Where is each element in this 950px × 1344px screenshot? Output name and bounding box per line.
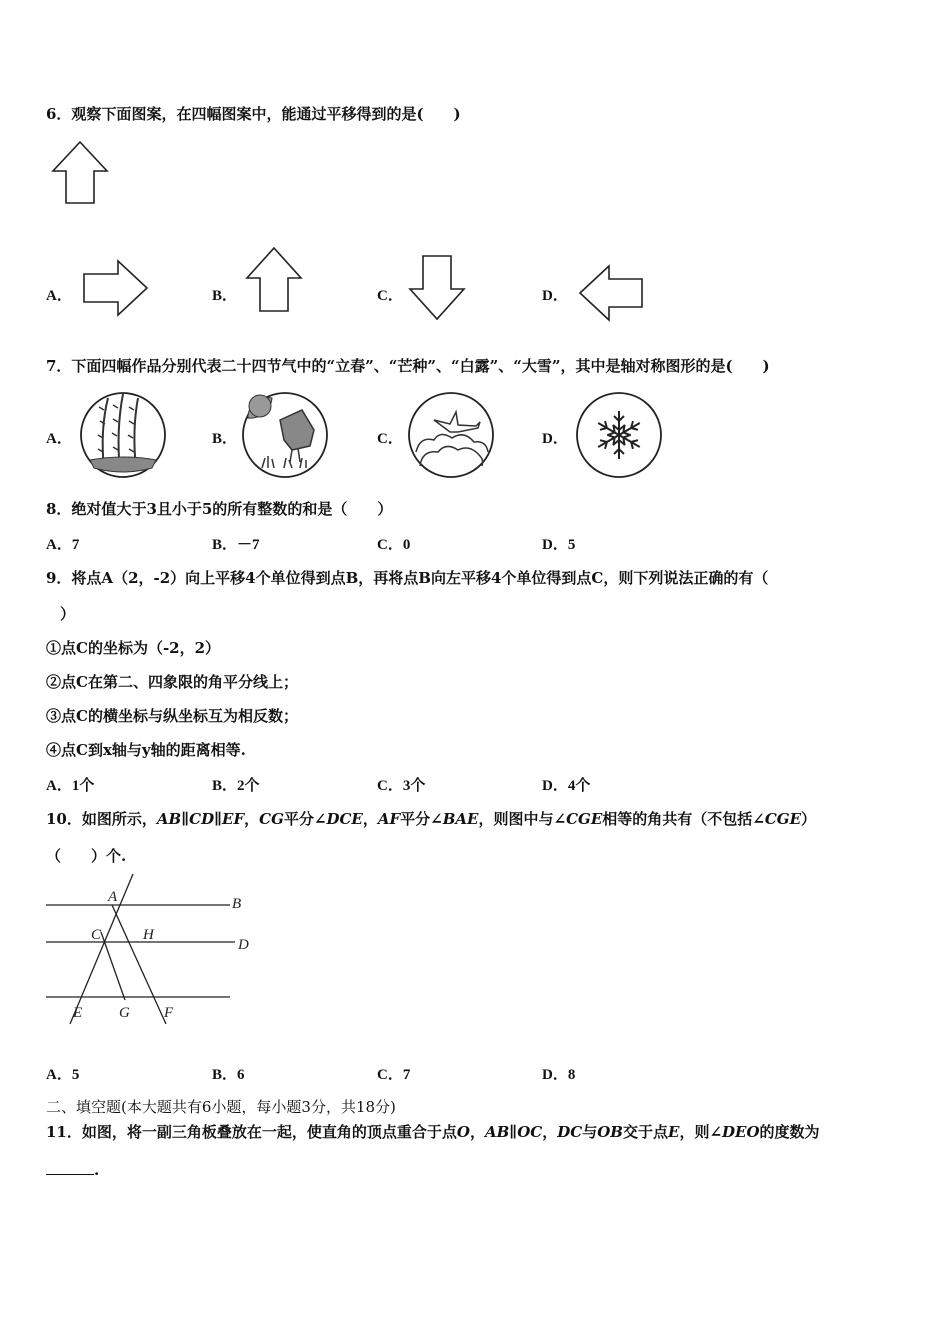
q8-stem: 8．绝对值大于3且小于5的所有整数的和是（ ） [46, 500, 393, 518]
q10-option-b: B．6 [212, 1067, 245, 1083]
q7-option-b-label: B． [212, 431, 238, 447]
q10-label-b: B [232, 896, 242, 912]
q11-stem: 11．如图，将一副三角板叠放在一起，使直角的顶点重合于点O，AB∥OC，DC与OB交于点E，则∠DEO的度数为 [46, 1123, 820, 1141]
q8-option-c: C．0 [377, 537, 411, 553]
q8-option-d: D．5 [542, 537, 576, 553]
q9-option-d: D．4个 [542, 778, 591, 794]
q10-option-a: A．5 [46, 1067, 80, 1083]
q9-stem-line1: 9．将点A（2，-2）向上平移4个单位得到点B，再将点B向左平移4个单位得到点C，则下列说法正确的有（ [46, 569, 769, 587]
q6-option-b-up-arrow [244, 246, 304, 314]
q10-option-c: C．7 [377, 1067, 411, 1083]
q7-option-a-label: A． [46, 431, 72, 447]
q7-option-a-lichun-willow-image [78, 390, 168, 480]
q10-label-e: E [73, 1005, 83, 1021]
q9-option-c: C．3个 [377, 778, 426, 794]
q10-option-d: D．8 [542, 1067, 576, 1083]
q8-option-a: A．7 [46, 537, 80, 553]
q9-statement-1: ①点C的坐标为（-2，2） [46, 639, 221, 657]
q6-reference-up-arrow [50, 140, 110, 206]
q9-statement-2: ②点C在第二、四象限的角平分线上； [46, 673, 298, 691]
q11-answer-line: . [46, 1160, 99, 1179]
q7-option-b-mangzhong-image [240, 390, 330, 480]
q10-label-d: D [238, 937, 249, 953]
q9-stem-line2: ） [60, 605, 76, 623]
q7-stem: 7．下面四幅作品分别代表二十四节气中的“立春”、“芒种”、“白露”、“大雪”，其中是轴对称图形的是( ) [46, 357, 770, 375]
q7-option-d-daxue-snowflake-image [574, 390, 664, 480]
q9-statement-3: ③点C的横坐标与纵坐标互为相反数； [46, 707, 298, 725]
q6-option-b-label: B． [212, 288, 238, 304]
q6-option-c-down-arrow [407, 254, 467, 322]
q10-label-h: H [143, 927, 154, 943]
q10-stem-line2: （ ）个. [46, 847, 127, 865]
q9-option-a: A．1个 [46, 778, 95, 794]
q6-option-a-label: A． [46, 288, 72, 304]
q7-option-c-bailu-image [406, 390, 496, 480]
section-2-heading: 二、填空题(本大题共有6小题，每小题3分，共18分) [46, 1098, 396, 1116]
q6-option-d-left-arrow [577, 263, 645, 323]
q6-option-c-label: C． [377, 288, 403, 304]
q9-option-b: B．2个 [212, 778, 260, 794]
q9-statement-4: ④点C到x轴与y轴的距离相等. [46, 741, 246, 759]
q10-parallel-lines-figure [40, 872, 270, 1032]
q10-label-f: F [164, 1005, 174, 1021]
q7-option-d-label: D． [542, 431, 568, 447]
q8-option-b: B．－7 [212, 537, 260, 553]
q6-option-a-right-arrow [82, 258, 150, 318]
q10-label-g: G [119, 1005, 130, 1021]
q11-answer-blank[interactable] [46, 1160, 94, 1175]
q7-option-c-label: C． [377, 431, 403, 447]
q10-label-a: A [108, 889, 118, 905]
q10-label-c: C [91, 927, 102, 943]
q10-stem-line1: 10．如图所示，AB∥CD∥EF，CG平分∠DCE，AF平分∠BAE，则图中与∠CGE相等的角共有（不包括∠CGE） [46, 810, 817, 828]
q6-option-d-label: D． [542, 288, 568, 304]
q6-stem: 6．观察下面图案，在四幅图案中，能通过平移得到的是( ) [46, 105, 461, 123]
